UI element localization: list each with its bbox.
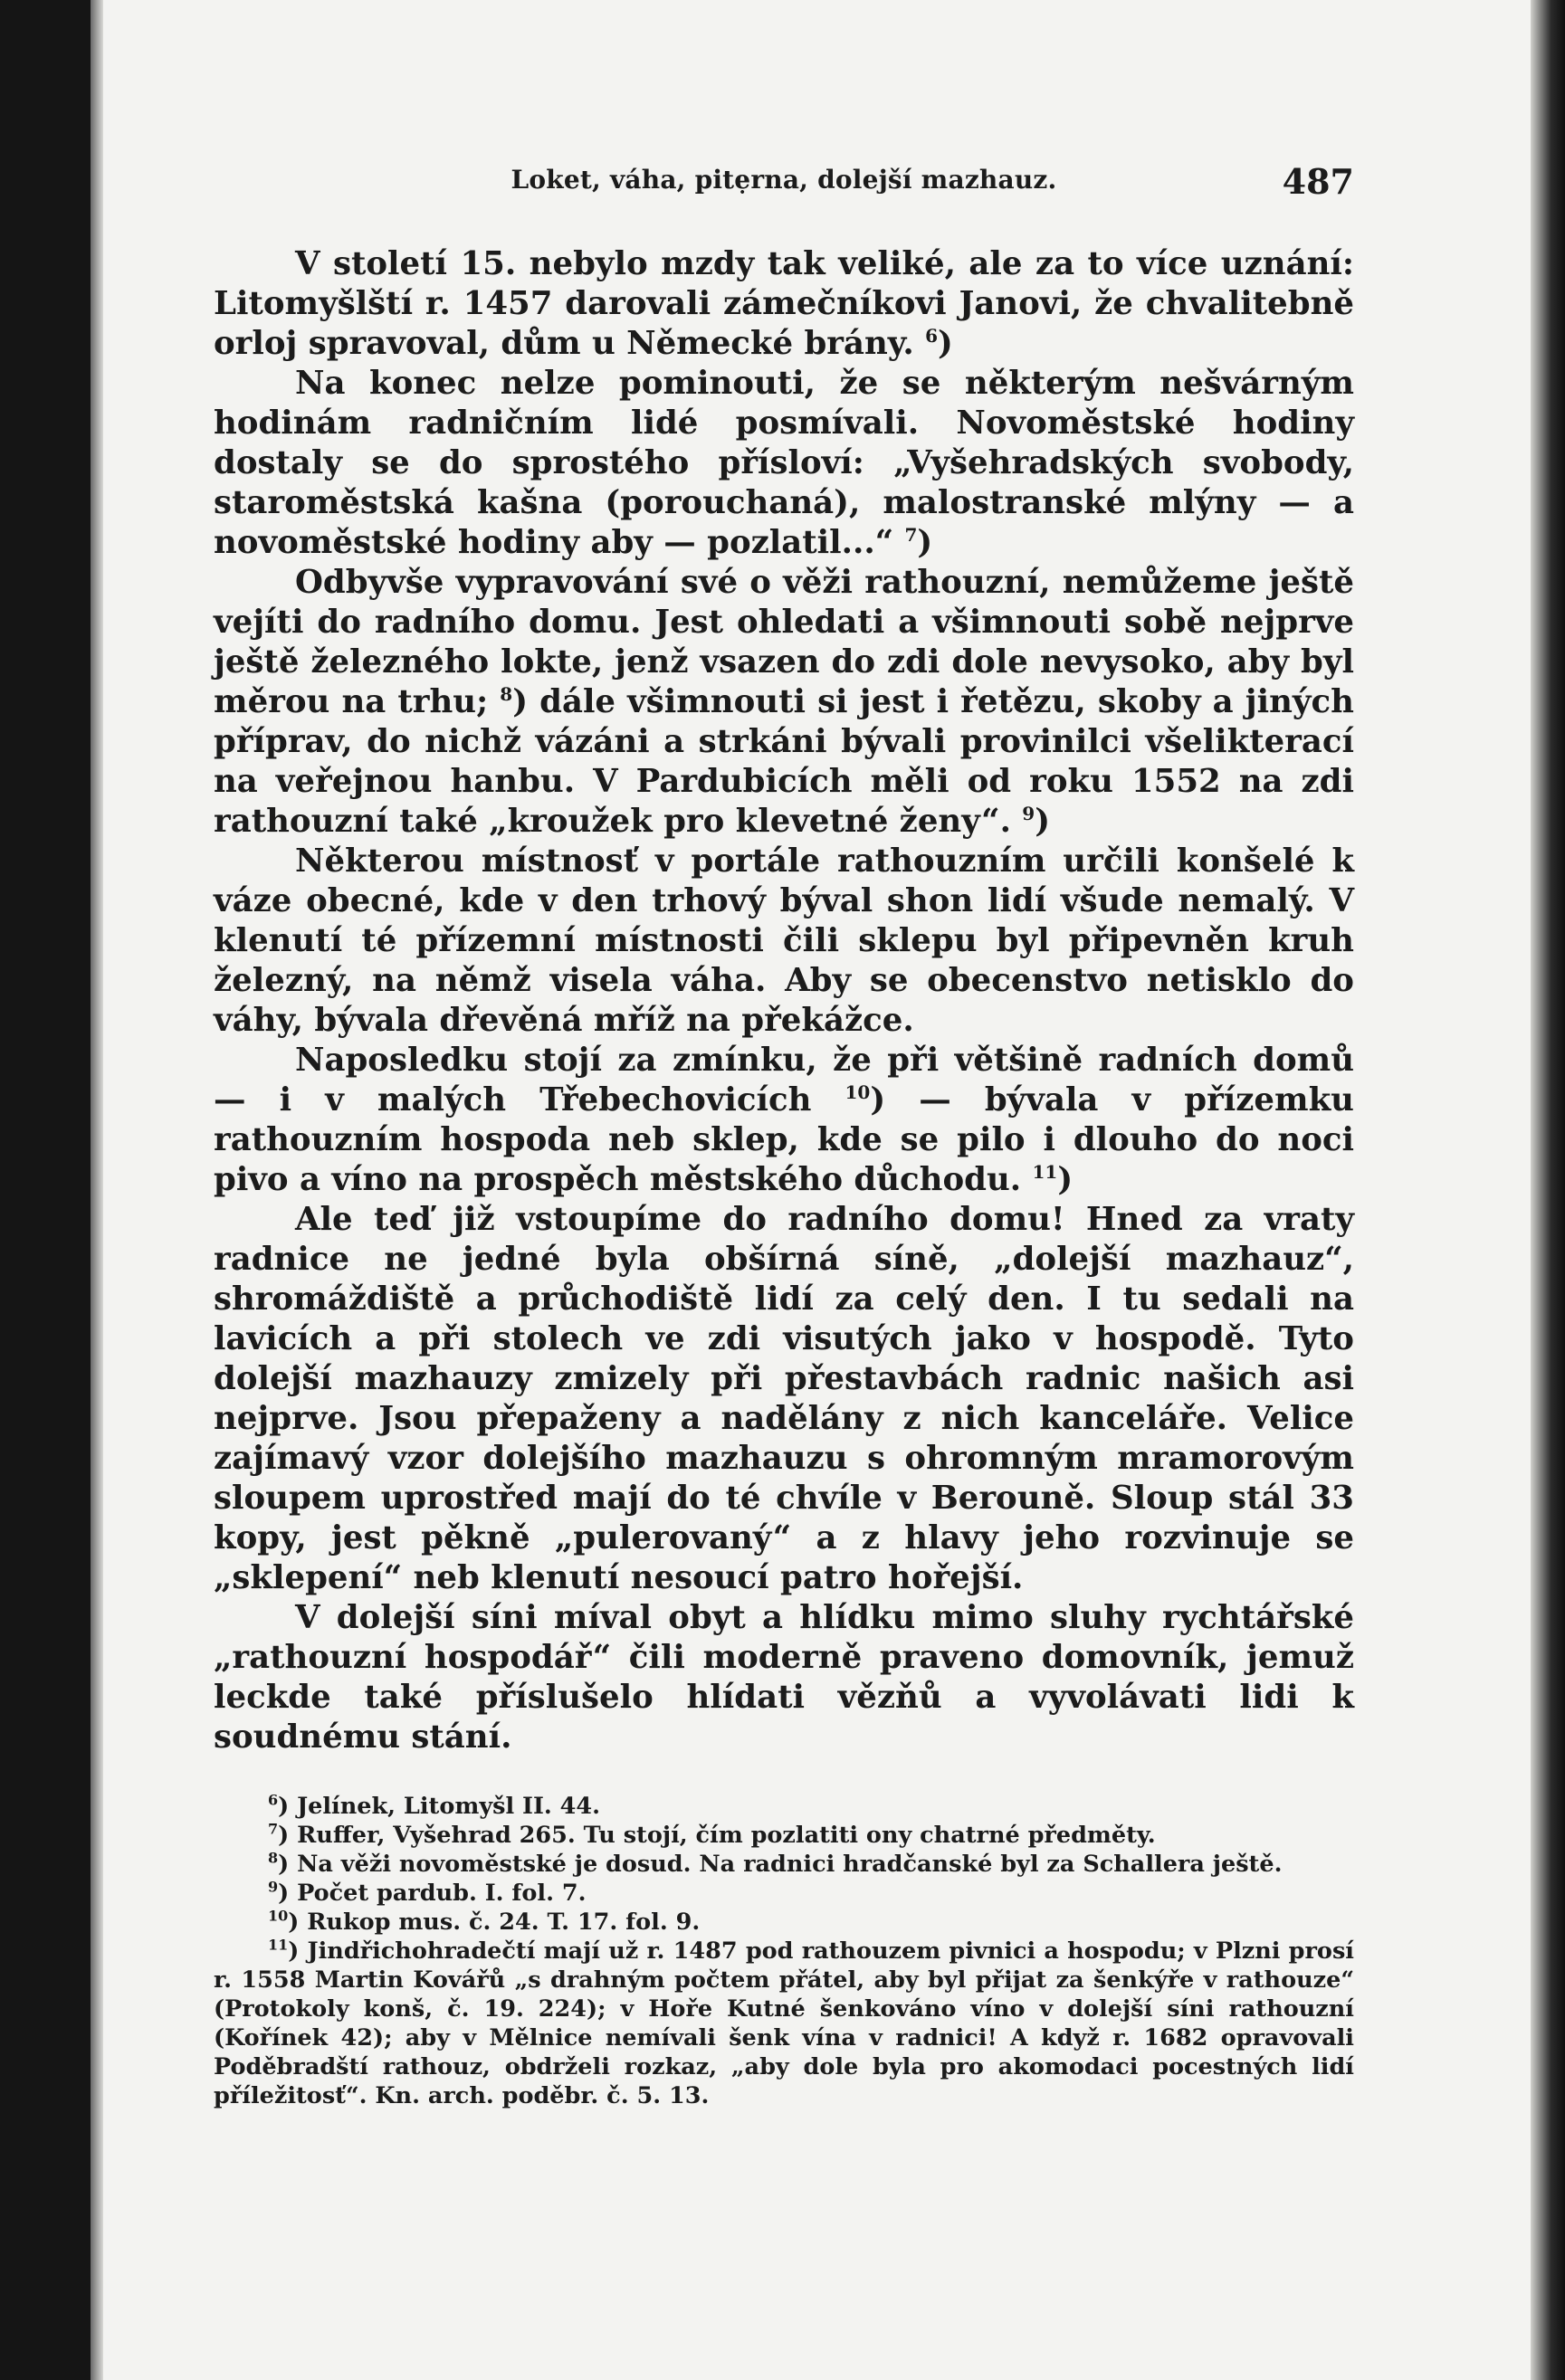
page-number: 487 (1282, 161, 1354, 202)
footnote (214, 1879, 1354, 1908)
footnote-reference: 9 (1022, 803, 1035, 825)
paragraph (214, 1200, 1354, 1598)
footnote (214, 1937, 1354, 2110)
paragraph-text: ) (1035, 803, 1051, 840)
paragraph-text: ) (938, 325, 953, 362)
paragraph-text: ) — bývala v přízemku rathouzním hospoda neb sklep, kde se pilo i dlouho do noci pivo a víno na prospěch městského důchodu. (214, 1081, 1354, 1198)
footnote-mark: 8 (268, 1849, 279, 1867)
paragraph (214, 364, 1354, 563)
footnote-text: ) Počet pardub. I. fol. 7. (278, 1880, 587, 1907)
book-spine-shadow (0, 0, 91, 2380)
footnote (214, 1792, 1354, 1821)
footnote-reference: 11 (1032, 1161, 1058, 1184)
footnotes (214, 1792, 1354, 2110)
paragraph-text: ) dále všimnouti si jest i řetězu, skoby a jiných příprav, do nichž vázáni a strkáni bývali provinilci všelikterací na veřejnou hanbu. V Pardubicích měli od roku 1552 na zdi rathouzní také „kroužek pro klevetné ženy“. (214, 683, 1354, 840)
footnote-mark: 9 (268, 1878, 279, 1896)
paragraph-text: ) (917, 524, 933, 561)
footnote-mark: 7 (268, 1820, 279, 1838)
footnote (214, 1908, 1354, 1937)
paragraph-text: Naposledku stojí za zmínku, že při většině radních domů — i v malých Třebechovicích (214, 1042, 1354, 1119)
page-edge-shadow (1531, 0, 1565, 2380)
paragraph-text: Odbyvše vypravování své o věži rathouzní, nemůžeme ještě vejíti do radního domu. Jest ohledati a všimnouti sobě nejprve ještě železného lokte, jenž vsazen do zdi dole nevysoko, aby byl měrou na trhu; (214, 564, 1354, 720)
footnote (214, 1821, 1354, 1850)
footnote-text: ) Na věži novoměstské je dosud. Na radnici hradčanské byl za Schallera ještě. (278, 1851, 1283, 1878)
paragraph (214, 1598, 1354, 1757)
footnote-reference: 6 (925, 325, 939, 347)
footnote-reference: 10 (845, 1081, 871, 1104)
footnote-reference: 7 (904, 524, 918, 547)
page-gutter (91, 0, 103, 2380)
footnote-text: ) Ruffer, Vyšehrad 265. Tu stojí, čím pozlatiti ony chatrné předměty. (278, 1822, 1156, 1849)
body-text (214, 244, 1354, 1757)
footnote-reference: 8 (500, 683, 513, 706)
paragraph (214, 244, 1354, 364)
paragraph-text: V století 15. nebylo mzdy tak veliké, ale za to více uznání: Litomyšlští r. 1457 darovali zámečníkovi Janovi, že chvalitebně orloj spravoval, dům u Německé brány. (214, 245, 1354, 362)
paragraph-text: V dolejší síni míval obyt a hlídku mimo sluhy rychtářské „rathouzní hospodář“ čili moderně praveno domovník, jemuž leckde také příslušelo hlídati vězňů a vyvolávati lidi k soudnému stání. (214, 1599, 1354, 1756)
footnote-text: ) Rukop mus. č. 24. T. 17. fol. 9. (288, 1909, 701, 1936)
footnote-mark: 6 (268, 1791, 279, 1809)
paragraph (214, 1041, 1354, 1200)
book-page (214, 154, 1354, 2110)
running-head (214, 154, 1354, 212)
footnote-text: ) Jindřichohradečtí mají už r. 1487 pod rathouzem pivnici a hospodu; v Plzni prosí r. 1558 Martin Kovářů „s drahným počtem přátel, aby byl přijat za šenkýře v rathouze“ (Protokoly konš, č. 19. 224); v Hoře Kutné šenkováno víno v dolejší síni rathouzní (Kořínek 42); aby v Mělnice nemívali šenk vína v radnici! A když r. 1682 opravovali Poděbradští rathouz, obdrželi rozkaz, „aby dole byla pro akomodaci pocestných lidí příležitosť“. Kn. arch. poděbr. č. 5. 13. (214, 1937, 1354, 2109)
paragraph-text: Na konec nelze pominouti, že se některým nešvárným hodinám radničním lidé posmívali. Novoměstské hodiny dostaly se do sprostého přísloví: „Vyšehradských svobody, staroměstská kašna (porouchaná), malostranské mlýny — a novoměstské hodiny aby — pozlatil...“ (214, 365, 1354, 561)
footnote (214, 1850, 1354, 1879)
paragraph (214, 563, 1354, 842)
running-title: Loket, váha, pitẹrna, dolejší mazhauz. (511, 165, 1057, 195)
paragraph (214, 842, 1354, 1041)
paragraph-text: Některou místnosť v portále rathouzním určili konšelé k váze obecné, kde v den trhový býval shon lidí všude nemalý. V klenutí té přízemní místnosti čili sklepu byl připevněn kruh železný, na němž visela váha. Aby se obecenstvo netisklo do váhy, bývala dřevěná mříž na překážce. (214, 843, 1354, 1039)
paragraph-text: Ale teď již vstoupíme do radního domu! Hned za vraty radnice ne jedné byla obšírná síně, „dolejší mazhauz“, shromáždiště a průchodiště lidí za celý den. I tu sedali na lavicích a při stolech ve zdi visutých jako v hospodě. Tyto dolejší mazhauzy zmizely při přestavbách radnic našich asi nejprve. Jsou přepaženy a nadělány z nich kanceláře. Velice zajímavý vzor dolejšího mazhauzu s ohromným mramorovým sloupem uprostřed mají do té chvíle v Berouně. Sloup stál 33 kopy, jest pěkně „pulerovaný“ a z hlavy jeho rozvinuje se „sklepení“ neb klenutí nesoucí patro hořejší. (214, 1201, 1354, 1596)
footnote-text: ) Jelínek, Litomyšl II. 44. (278, 1793, 601, 1820)
paragraph-text: ) (1057, 1161, 1074, 1198)
footnote-mark: 10 (268, 1907, 289, 1925)
footnote-mark: 11 (268, 1936, 289, 1954)
